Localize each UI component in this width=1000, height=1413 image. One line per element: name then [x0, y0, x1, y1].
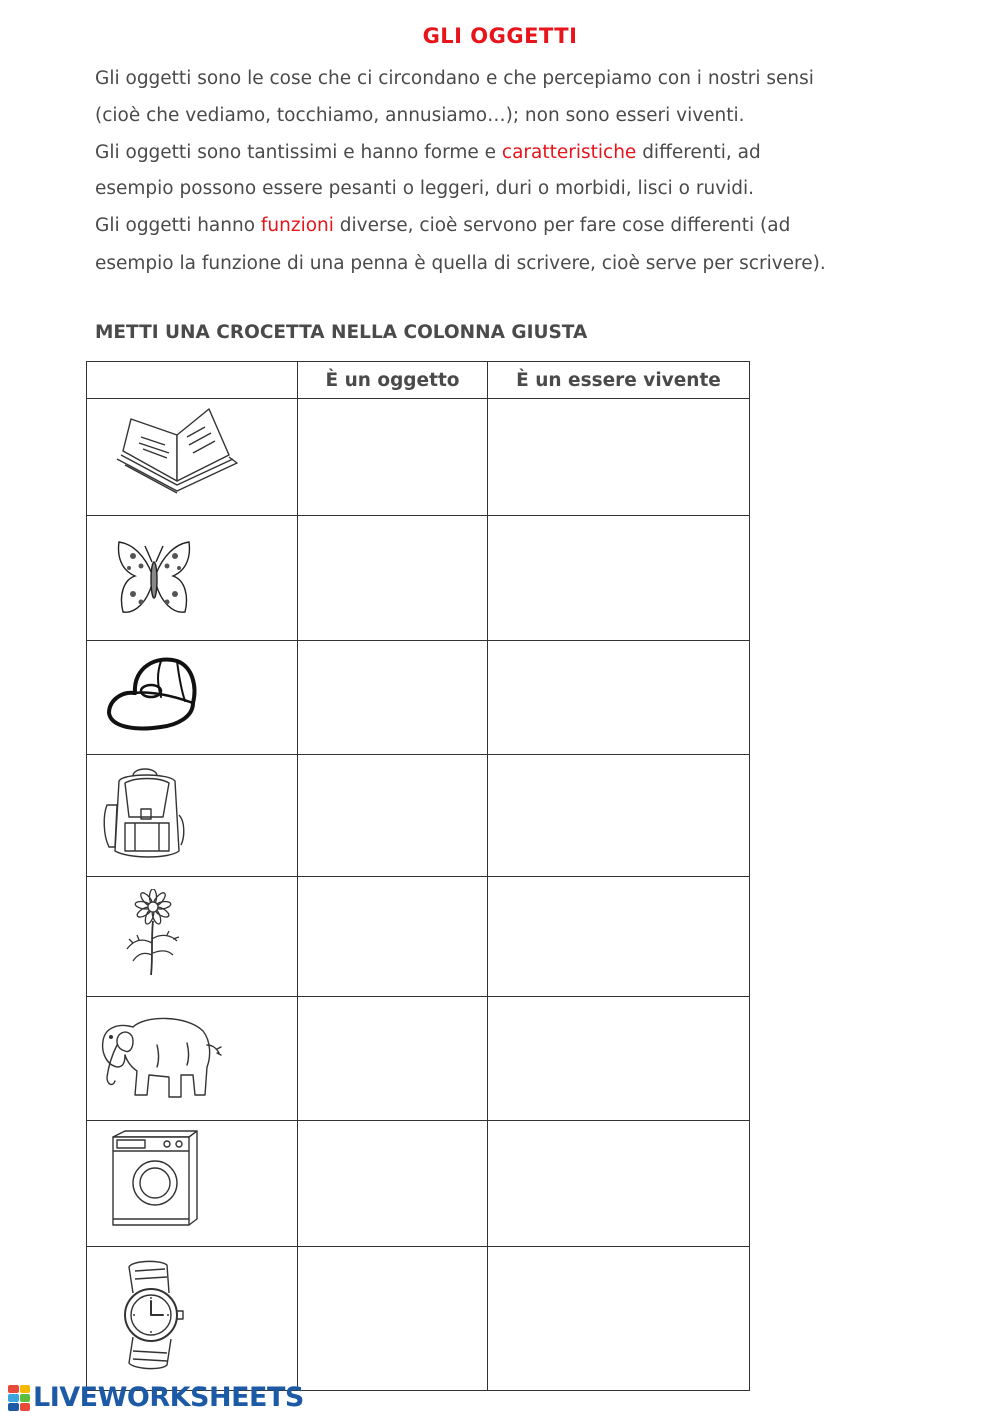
paragraph-line-6: esempio la funzione di una penna è quella di scrivere, cioè serve per scrivere). — [95, 253, 826, 274]
wristwatch-icon — [109, 1259, 193, 1371]
object-checkbox-cell[interactable] — [298, 516, 488, 641]
butterfly-icon — [115, 536, 193, 618]
paragraph-text: differenti, ad — [636, 142, 761, 163]
paragraph-line-5 — [95, 207, 925, 244]
living-checkbox-cell[interactable] — [488, 641, 750, 755]
table-header-row — [87, 362, 750, 399]
flower-icon — [107, 889, 187, 979]
object-checkbox-cell[interactable] — [298, 1247, 488, 1391]
classification-table — [86, 361, 750, 1391]
paragraph-line-1: Gli oggetti sono le cose che ci circondano e che percepiamo con i nostri sensi — [95, 68, 814, 89]
washing-machine-icon — [105, 1127, 201, 1233]
living-checkbox-cell[interactable] — [488, 1121, 750, 1247]
living-checkbox-cell[interactable] — [488, 1247, 750, 1391]
object-checkbox-cell[interactable] — [298, 997, 488, 1121]
living-checkbox-cell[interactable] — [488, 399, 750, 516]
liveworksheets-logo-icon — [8, 1385, 30, 1411]
image-cell — [87, 641, 298, 755]
brand-name: LIVEWORKSHEETS — [33, 1382, 304, 1413]
paragraph-text: diverse, cioè servono per fare cose differenti (ad — [333, 215, 791, 236]
image-cell — [87, 1121, 298, 1247]
object-checkbox-cell[interactable] — [298, 399, 488, 516]
image-cell — [87, 997, 298, 1121]
paragraph-text: Gli oggetti sono tantissimi e hanno forme e — [95, 142, 502, 163]
table-row — [87, 641, 750, 755]
image-cell — [87, 399, 298, 516]
instruction: METTI UNA CROCETTA NELLA COLONNA GIUSTA — [95, 322, 588, 343]
image-cell — [87, 1247, 298, 1391]
column-header-living: È un essere vivente — [488, 362, 750, 399]
paragraph-line-2: (cioè che vediamo, tocchiamo, annusiamo…); non sono esseri viventi. — [95, 105, 745, 126]
paragraph-line-3 — [95, 134, 925, 171]
object-checkbox-cell[interactable] — [298, 641, 488, 755]
table-row — [87, 399, 750, 516]
elephant-icon — [97, 1005, 223, 1105]
book-icon — [113, 405, 241, 501]
paragraph-text: Gli oggetti hanno — [95, 215, 261, 236]
paragraph-line-4: esempio possono essere pesanti o leggeri, duri o morbidi, lisci o ruvidi. — [95, 178, 755, 199]
living-checkbox-cell[interactable] — [488, 997, 750, 1121]
table-row — [87, 516, 750, 641]
table-row — [87, 755, 750, 877]
object-checkbox-cell[interactable] — [298, 755, 488, 877]
cap-icon — [105, 651, 201, 735]
backpack-icon — [99, 765, 189, 861]
living-checkbox-cell[interactable] — [488, 755, 750, 877]
page-title: GLI OGGETTI — [422, 24, 578, 48]
living-checkbox-cell[interactable] — [488, 516, 750, 641]
table-row — [87, 877, 750, 997]
column-header-object: È un oggetto — [298, 362, 488, 399]
liveworksheets-footer[interactable] — [8, 1382, 304, 1413]
image-cell — [87, 755, 298, 877]
header-empty-cell — [87, 362, 298, 399]
living-checkbox-cell[interactable] — [488, 877, 750, 997]
image-cell — [87, 877, 298, 997]
keyword-caratteristiche: caratteristiche — [501, 142, 637, 163]
table-row — [87, 1247, 750, 1391]
keyword-funzioni: funzioni — [260, 215, 334, 236]
table-row — [87, 997, 750, 1121]
object-checkbox-cell[interactable] — [298, 1121, 488, 1247]
image-cell — [87, 516, 298, 641]
object-checkbox-cell[interactable] — [298, 877, 488, 997]
table-row — [87, 1121, 750, 1247]
